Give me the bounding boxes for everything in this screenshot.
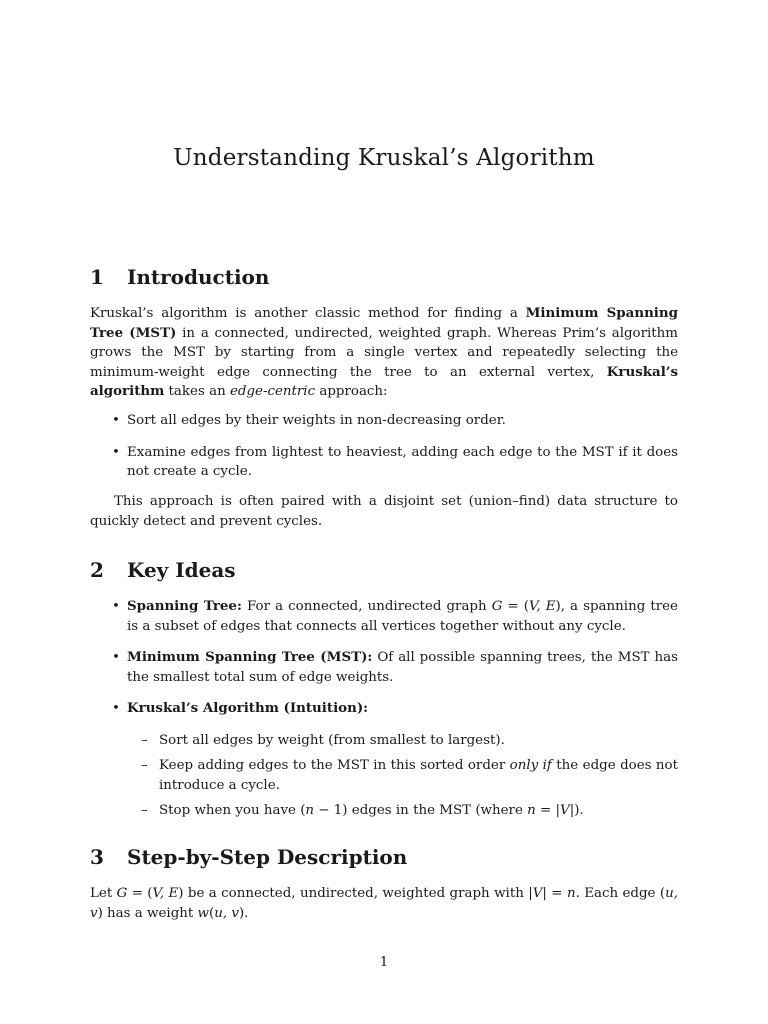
intuition-step-2 [127, 756, 678, 795]
key-idea-mst [90, 648, 678, 687]
para-text: | = [542, 886, 567, 901]
sub-text: − 1) edges in the MST (where [314, 803, 528, 818]
section-1-bullet-1: • Sort all edges by their weights in non-decreasing order. [90, 411, 678, 431]
intro-text-3: takes an [164, 384, 230, 399]
intro-text-2: in a connected, undirected, weighted graph. Whereas Prim’s algorithm grows the MST by starting from a single vertex and repeatedly selecting the minimum-weight edge connecting the tree to an external vertex, [90, 325, 678, 380]
math-var: V, E [529, 599, 556, 614]
page-number: 1 [379, 955, 389, 970]
intro-text-4: approach: [315, 384, 388, 399]
math-var: V, E [152, 886, 179, 901]
key-idea-kruskal-intuition [90, 699, 678, 821]
intro-bold-mst: Minimum Spanning Tree (MST) [90, 305, 678, 341]
section-3-title: Step-by-Step Description [127, 845, 408, 869]
math-var: V [560, 803, 570, 818]
section-3-number: 3 [90, 845, 104, 869]
math-var: G [116, 886, 128, 901]
para-text: ) be a connected, undirected, weighted graph with | [178, 886, 533, 901]
para-text: ) has a weight [97, 905, 198, 921]
math-var: n [566, 886, 576, 901]
sub-text: Keep adding edges to the MST in this sorted order [159, 758, 510, 773]
math-var: u, v [214, 905, 239, 921]
math-var: w [197, 905, 210, 921]
section-1-intro-paragraph [90, 304, 678, 402]
section-1-heading [90, 265, 269, 289]
document-title: Understanding Kruskal’s Algorithm [173, 145, 595, 171]
section-1-bullet-2: • Examine edges from lightest to heaviest, adding each edge to the MST if it does not create a cycle. [90, 443, 678, 482]
key-idea-spanning-tree [90, 597, 678, 636]
math-var: u, v [90, 886, 678, 921]
para-text: Let [90, 886, 117, 901]
para-text: ). [238, 905, 249, 921]
key-idea-label: Minimum Spanning Tree (MST): [127, 649, 373, 665]
key-idea-text: = ( [502, 599, 530, 614]
section-1-bullet-list [90, 411, 678, 482]
key-idea-label: Spanning Tree: [127, 598, 242, 614]
intuition-step-3 [127, 801, 678, 821]
para-text: = ( [127, 886, 153, 901]
section-3-paragraph [90, 884, 678, 923]
section-2-heading [90, 558, 236, 582]
math-var: V [532, 886, 543, 901]
sub-text: the edge does not introduce a cycle. [159, 758, 678, 793]
intro-italic-edge-centric: edge-centric [229, 384, 316, 399]
section-2-bullet-list [90, 597, 678, 821]
para-text: . Each edge ( [575, 886, 666, 901]
key-idea-text: ), a spanning tree is a subset of edges that connects all vertices together without any cycle. [127, 599, 678, 634]
kruskal-intuition-sublist [127, 731, 678, 821]
intuition-step-1: – Sort all edges by weight (from smallest to largest). [127, 731, 678, 751]
sub-text: |). [569, 803, 584, 818]
section-1-closing-paragraph: This approach is often paired with a disjoint set (union–find) data structure to quickly detect and prevent cycles. [90, 494, 678, 529]
para-text: ( [209, 905, 215, 921]
section-2-number: 2 [90, 558, 104, 582]
sub-italic-only-if: only if [509, 758, 552, 773]
math-var: G [491, 599, 503, 614]
section-3-heading [90, 845, 407, 869]
math-var: n [305, 803, 315, 818]
section-1-number: 1 [90, 265, 104, 289]
sub-text: Stop when you have ( [159, 803, 306, 818]
intro-bold-kruskal: Kruskal’s algorithm [90, 363, 678, 399]
key-idea-text: For a connected, undirected graph [241, 599, 492, 614]
intro-text-1: Kruskal’s algorithm is another classic method for finding a [90, 306, 526, 321]
section-1-title: Introduction [127, 265, 270, 289]
sub-text: = | [535, 803, 561, 818]
key-idea-text: Of all possible spanning trees, the MST has the smallest total sum of edge weights. [127, 650, 678, 685]
section-2-title: Key Ideas [127, 558, 236, 582]
math-var: n [527, 803, 536, 818]
key-idea-label: Kruskal’s Algorithm (Intuition): [127, 700, 369, 716]
